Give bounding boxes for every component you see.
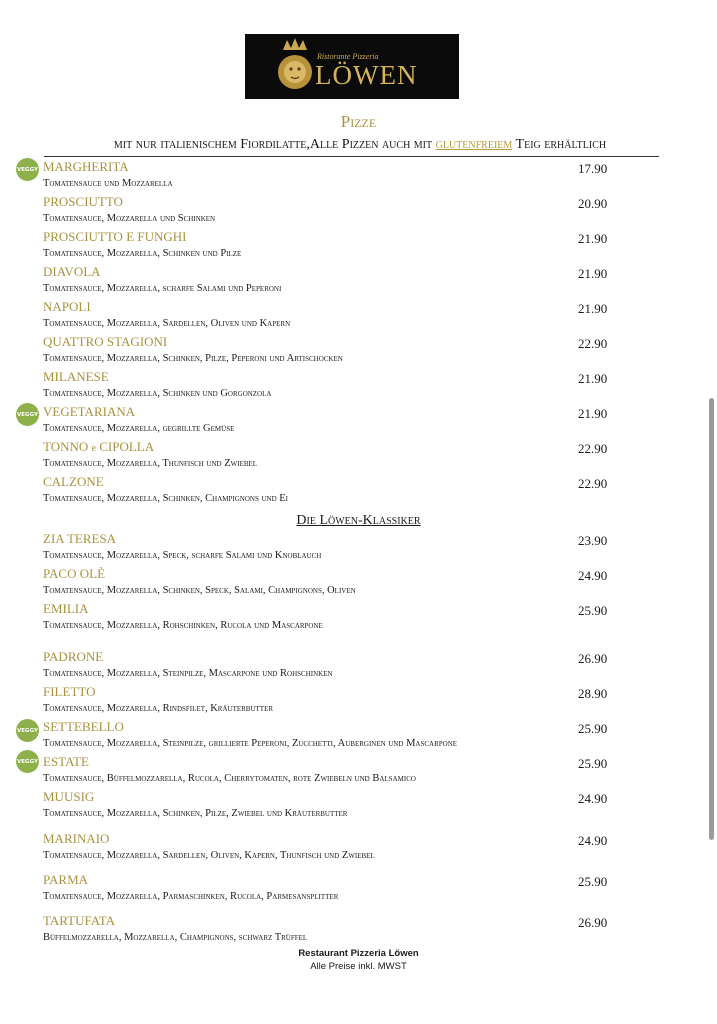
logo-subtitle: Ristorante Pizzeria <box>317 52 379 61</box>
pizza-name: PADRONE <box>43 649 104 664</box>
pizza-description: Tomatensauce, Mozzarella, scharfe Salami und Peperoni <box>43 283 282 294</box>
pizza-description: Tomatensauce, Mozzarella, Rohschinken, Rucola und Mascarpone <box>43 620 323 631</box>
pizza-description: Tomatensauce, Mozzarella, Schinken, Champignons und Ei <box>43 493 288 504</box>
pizza-name: TARTUFATA <box>43 913 116 928</box>
pizza-price: 21.90 <box>578 231 608 246</box>
pizza-description: Tomatensauce, Mozzarella und Schinken <box>43 213 216 224</box>
pizza-price: 21.90 <box>578 301 608 316</box>
pizza-description: Tomatensauce, Mozzarella, Parmaschinken, Rucola, Parmesansplitter <box>43 891 339 902</box>
divider <box>44 156 659 157</box>
menu-subtitle <box>60 137 660 153</box>
pizza-name: ZIA TERESA <box>43 531 117 546</box>
pizza-price: 21.90 <box>578 266 608 281</box>
pizza-name: TONNO e CIPOLLA <box>43 439 155 454</box>
pizza-price: 24.90 <box>578 568 608 583</box>
pizza-price: 25.90 <box>578 603 608 618</box>
pizza-name: SETTEBELLO <box>43 719 124 734</box>
pizza-description: Tomatensauce, Mozzarella, Rindsfilet, Kräuterbutter <box>43 703 274 714</box>
footer-price-note: Alle Preise inkl. MWST <box>310 961 407 972</box>
pizza-description: Tomatensauce, Mozzarella, Sardellen, Oliven und Kapern <box>43 318 291 329</box>
pizza-price: 24.90 <box>578 833 608 848</box>
pizza-price: 22.90 <box>578 336 608 351</box>
pizza-name: PROSCIUTTO <box>43 194 123 209</box>
pizza-price: 17.90 <box>578 161 608 176</box>
pizza-name: FILETTO <box>43 684 96 699</box>
pizza-name: MARINAIO <box>43 831 110 846</box>
pizza-price: 25.90 <box>578 874 608 889</box>
pizza-description: Tomatensauce, Mozzarella, Steinpilze, Mascarpone und Rohschinken <box>43 668 333 679</box>
subtitle-text-2: Teig erhältlich <box>512 137 607 152</box>
pizza-name: QUATTRO STAGIONI <box>43 334 168 349</box>
pizza-price: 26.90 <box>578 651 608 666</box>
veggy-icon: VEGGY <box>16 750 39 773</box>
restaurant-logo <box>245 34 459 99</box>
pizza-price: 21.90 <box>578 406 608 421</box>
pizza-description: Tomatensauce, Mozzarella, Steinpilze, grillierte Peperoni, Zucchetti, Auberginen und Mascarpone <box>43 738 458 749</box>
lion-crown-icon <box>275 36 315 98</box>
pizza-name: PROSCIUTTO E FUNGHI <box>43 229 187 244</box>
pizza-name: DIAVOLA <box>43 264 101 279</box>
pizza-description: Tomatensauce, Mozzarella, Thunfisch und Zwiebel <box>43 458 258 469</box>
pizza-description: Tomatensauce, Mozzarella, Schinken, Pilze, Zwiebel und Kräuterbutter <box>43 808 348 819</box>
pizza-name: NAPOLI <box>43 299 91 314</box>
veggy-icon: VEGGY <box>16 158 39 181</box>
pizza-name: EMILIA <box>43 601 89 616</box>
veggy-icon: VEGGY <box>16 403 39 426</box>
footer-restaurant-name: Restaurant Pizzeria Löwen <box>298 948 419 959</box>
pizza-price: 22.90 <box>578 441 608 456</box>
pizza-description: Tomatensauce, Mozzarella, Sardellen, Oliven, Kapern, Thunfisch und Zwiebel <box>43 850 375 861</box>
pizza-name: MILANESE <box>43 369 109 384</box>
pizza-description: Tomatensauce und Mozzarella <box>43 178 173 189</box>
pizza-name: CALZONE <box>43 474 104 489</box>
pizza-description: Tomatensauce, Mozzarella, Speck, scharfe Salami und Knoblauch <box>43 550 322 561</box>
pizza-description: Tomatensauce, Mozzarella, Schinken, Pilze, Peperoni und Artischocken <box>43 353 343 364</box>
pizza-price: 23.90 <box>578 533 608 548</box>
pizza-description: Büffelmozzarella, Mozzarella, Champignons, schwarz Trüffel <box>43 932 308 943</box>
pizza-name: PACO OLÈ <box>43 566 106 581</box>
pizza-description: Tomatensauce, Mozzarella, Schinken und Gorgonzola <box>43 388 272 399</box>
pizza-price: 21.90 <box>578 371 608 386</box>
subtitle-text-1: mit nur italienischem Fiordilatte,Alle Pizzen auch mit <box>113 137 436 152</box>
pizza-name: MUUSIG <box>43 789 95 804</box>
pizza-price: 24.90 <box>578 791 608 806</box>
pizza-price: 22.90 <box>578 476 608 491</box>
scrollbar[interactable] <box>709 398 714 840</box>
pizza-price: 28.90 <box>578 686 608 701</box>
pizza-price: 25.90 <box>578 721 608 736</box>
section-title: Die Löwen-Klassiker <box>296 513 421 528</box>
pizza-description: Tomatensauce, Mozzarella, Schinken, Speck, Salami, Champignons, Oliven <box>43 585 356 596</box>
pizza-price: 25.90 <box>578 756 608 771</box>
veggy-icon: VEGGY <box>16 719 39 742</box>
pizza-name: VEGETARIANA <box>43 404 136 419</box>
pizza-price: 26.90 <box>578 915 608 930</box>
logo-name: LÖWEN <box>315 60 418 90</box>
pizza-description: Tomatensauce, Büffelmozzarella, Rucola, Cherrytomaten, rote Zwiebeln und Balsamico <box>43 773 416 784</box>
pizza-description: Tomatensauce, Mozzarella, gegrillte Gemüse <box>43 423 235 434</box>
pizza-name: ESTATE <box>43 754 89 769</box>
pizza-name: MARGHERITA <box>43 159 129 174</box>
glutenfree-link[interactable]: glutenfreiem <box>435 137 513 152</box>
pizza-description: Tomatensauce, Mozzarella, Schinken und Pilze <box>43 248 242 259</box>
pizza-price: 20.90 <box>578 196 608 211</box>
page-title: Pizze <box>340 112 377 131</box>
pizza-name: PARMA <box>43 872 89 887</box>
